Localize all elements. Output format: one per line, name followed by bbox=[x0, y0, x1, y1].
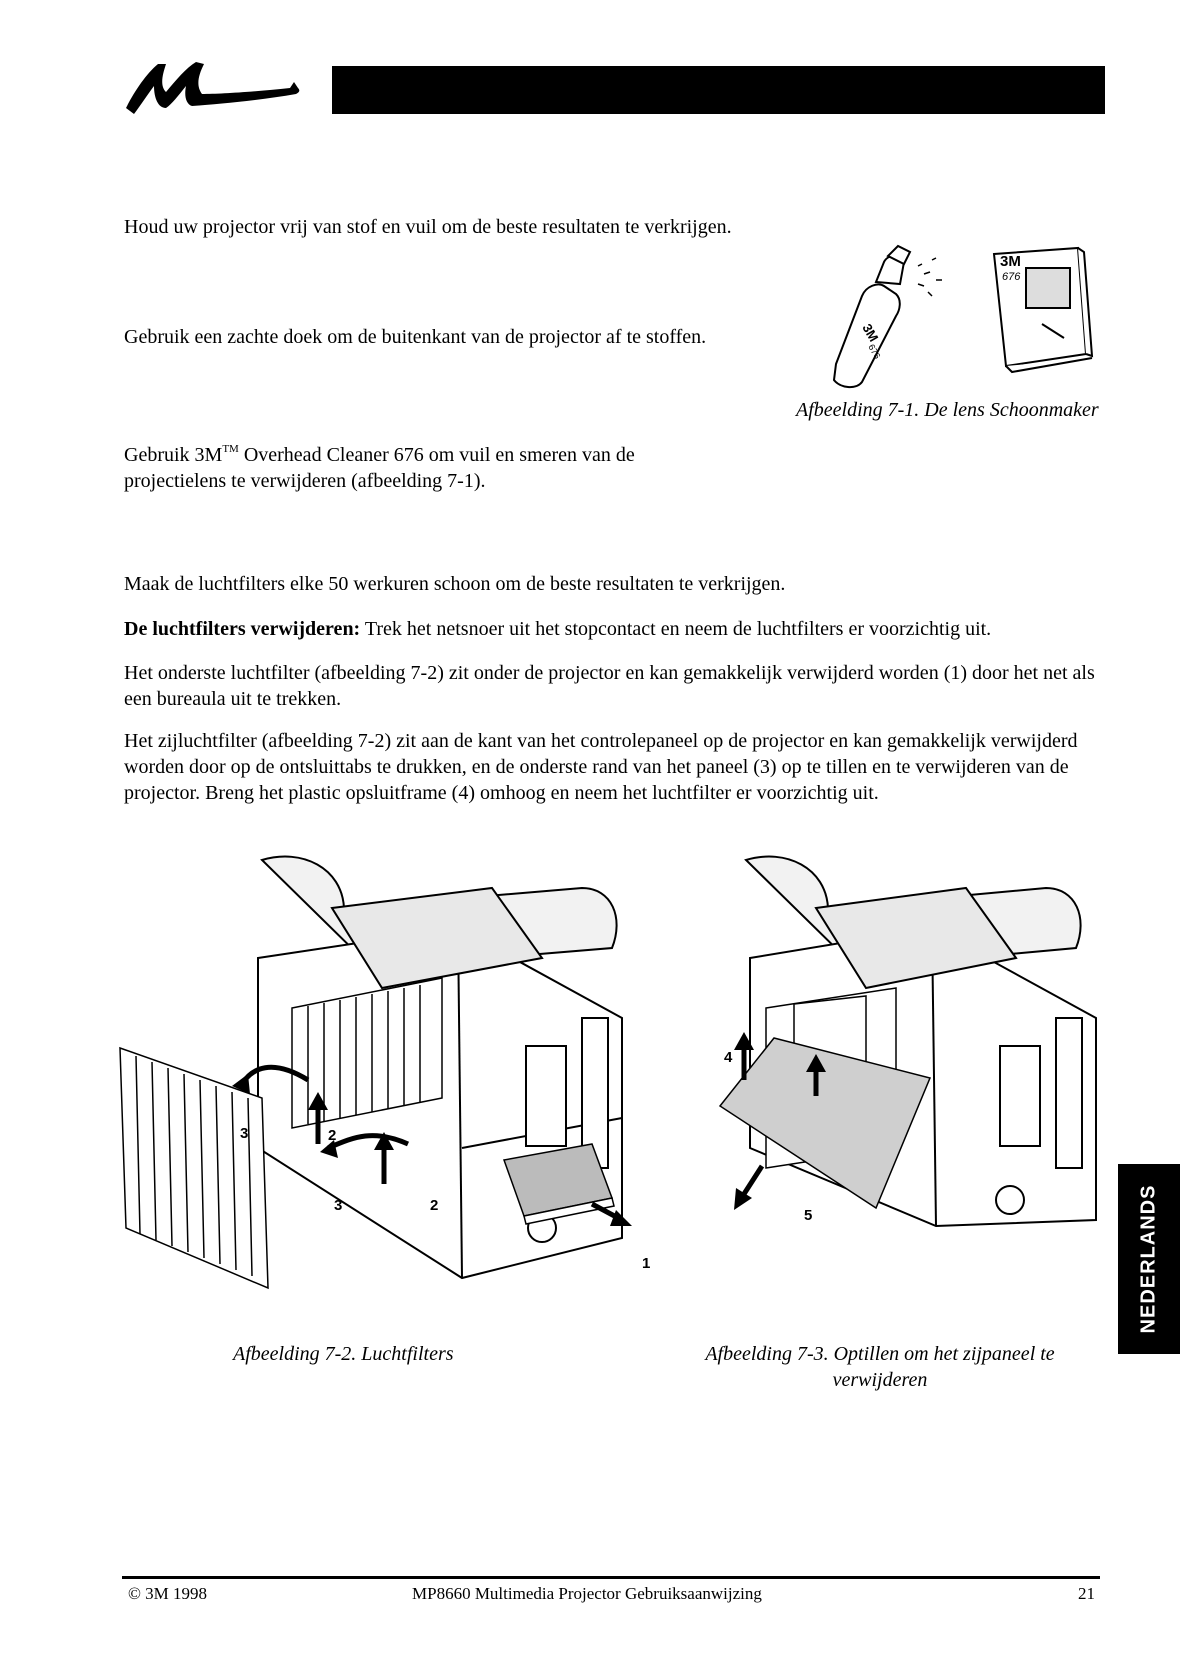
footer-page-number: 21 bbox=[1078, 1584, 1095, 1603]
paragraph-lens-cleaner bbox=[124, 436, 714, 494]
footer-copyright: © 3M 1998 bbox=[128, 1584, 208, 1603]
lens-cleaner-illustration bbox=[818, 244, 1108, 394]
paragraph-remove-filters bbox=[124, 616, 1104, 642]
paragraph-side-filter: Het zijluchtfilter (afbeelding 7-2) zit aan de kant van het controlepaneel op de projector en kan gemakkelijk verwijderd worden door op de ontsluittabs te drukken, en de onderste rand van het paneel (3) op te tillen en te verwijderen van de projector. Breng het plastic opsluitframe (4) omhoog en neem het luchtfilter er voorzichtig uit. bbox=[124, 730, 1078, 804]
figure-7-3-caption-line2: verwijderen bbox=[832, 1369, 928, 1391]
figure-7-2-label-1: 1 bbox=[642, 1255, 651, 1272]
paragraph-lens-cleaner-rest: Overhead Cleaner 676 om vuil en smeren van de projectielens te verwijderen (afbeelding 7-1). bbox=[124, 444, 635, 492]
paragraph-intro: Houd uw projector vrij van stof en vuil om de beste resultaten te verkrijgen. bbox=[124, 216, 732, 238]
paragraph-dusting: Gebruik een zachte doek om de buitenkant van de projector af te stoffen. bbox=[124, 326, 707, 348]
side-panel-lift-illustration bbox=[716, 848, 1116, 1228]
air-filters-illustration bbox=[112, 848, 672, 1318]
figure-7-3-caption bbox=[665, 1341, 1095, 1393]
paragraph-remove-filters-heading: De luchtfilters verwijderen: bbox=[124, 618, 361, 640]
paragraph-bottom-filter: Het onderste luchtfilter (afbeelding 7-2) zit onder de projector en kan gemakkelijk verwijderd worden (1) door het net als een bureaula uit te trekken. bbox=[124, 662, 1095, 710]
header-bar bbox=[332, 66, 1105, 114]
language-tab bbox=[1118, 1164, 1180, 1354]
figure-7-2-caption: Afbeelding 7-2. Luchtfilters bbox=[233, 1343, 454, 1365]
figure-7-3-label-4: 4 bbox=[724, 1049, 733, 1066]
spray-mist-icon bbox=[918, 258, 942, 296]
figure-7-2-label-2a: 2 bbox=[328, 1127, 337, 1144]
paragraph-filter-interval: Maak de luchtfilters elke 50 werkuren schoon om de beste resultaten te verkrijgen. bbox=[124, 573, 786, 595]
figure-7-2-label-3b: 3 bbox=[334, 1197, 343, 1214]
footer-manual-title: MP8660 Multimedia Projector Gebruiksaanwijzing bbox=[412, 1584, 762, 1603]
footer-rule bbox=[122, 1576, 1100, 1579]
figure-7-3-label-5: 5 bbox=[804, 1207, 813, 1224]
box-brand-label: 3M bbox=[1000, 253, 1021, 270]
paragraph-remove-filters-text: Trek het netsnoer uit het stopcontact en neem de luchtfilters er voorzichtig uit. bbox=[360, 618, 992, 640]
trademark-mark: TM bbox=[222, 443, 239, 455]
spray-bottle-icon bbox=[834, 246, 910, 387]
language-tab-label: NEDERLANDS bbox=[1137, 1184, 1160, 1334]
3m-logo-icon bbox=[122, 52, 322, 122]
figure-7-1-caption: Afbeelding 7-1. De lens Schoonmaker bbox=[796, 399, 1099, 421]
paragraph-lens-cleaner-start: Gebruik 3M bbox=[124, 444, 223, 466]
box-product-label: 676 bbox=[1002, 271, 1021, 283]
figure-7-2-label-2b: 2 bbox=[430, 1197, 439, 1214]
figure-7-2-label-3a: 3 bbox=[240, 1125, 249, 1142]
cleaning-cloth-box-icon bbox=[994, 248, 1092, 372]
bottle-product-label: 676 bbox=[866, 342, 883, 361]
bottle-brand-label: 3M bbox=[859, 321, 882, 345]
figure-7-3-caption-line1: Afbeelding 7-3. Optillen om het zijpaneel te bbox=[705, 1343, 1055, 1365]
